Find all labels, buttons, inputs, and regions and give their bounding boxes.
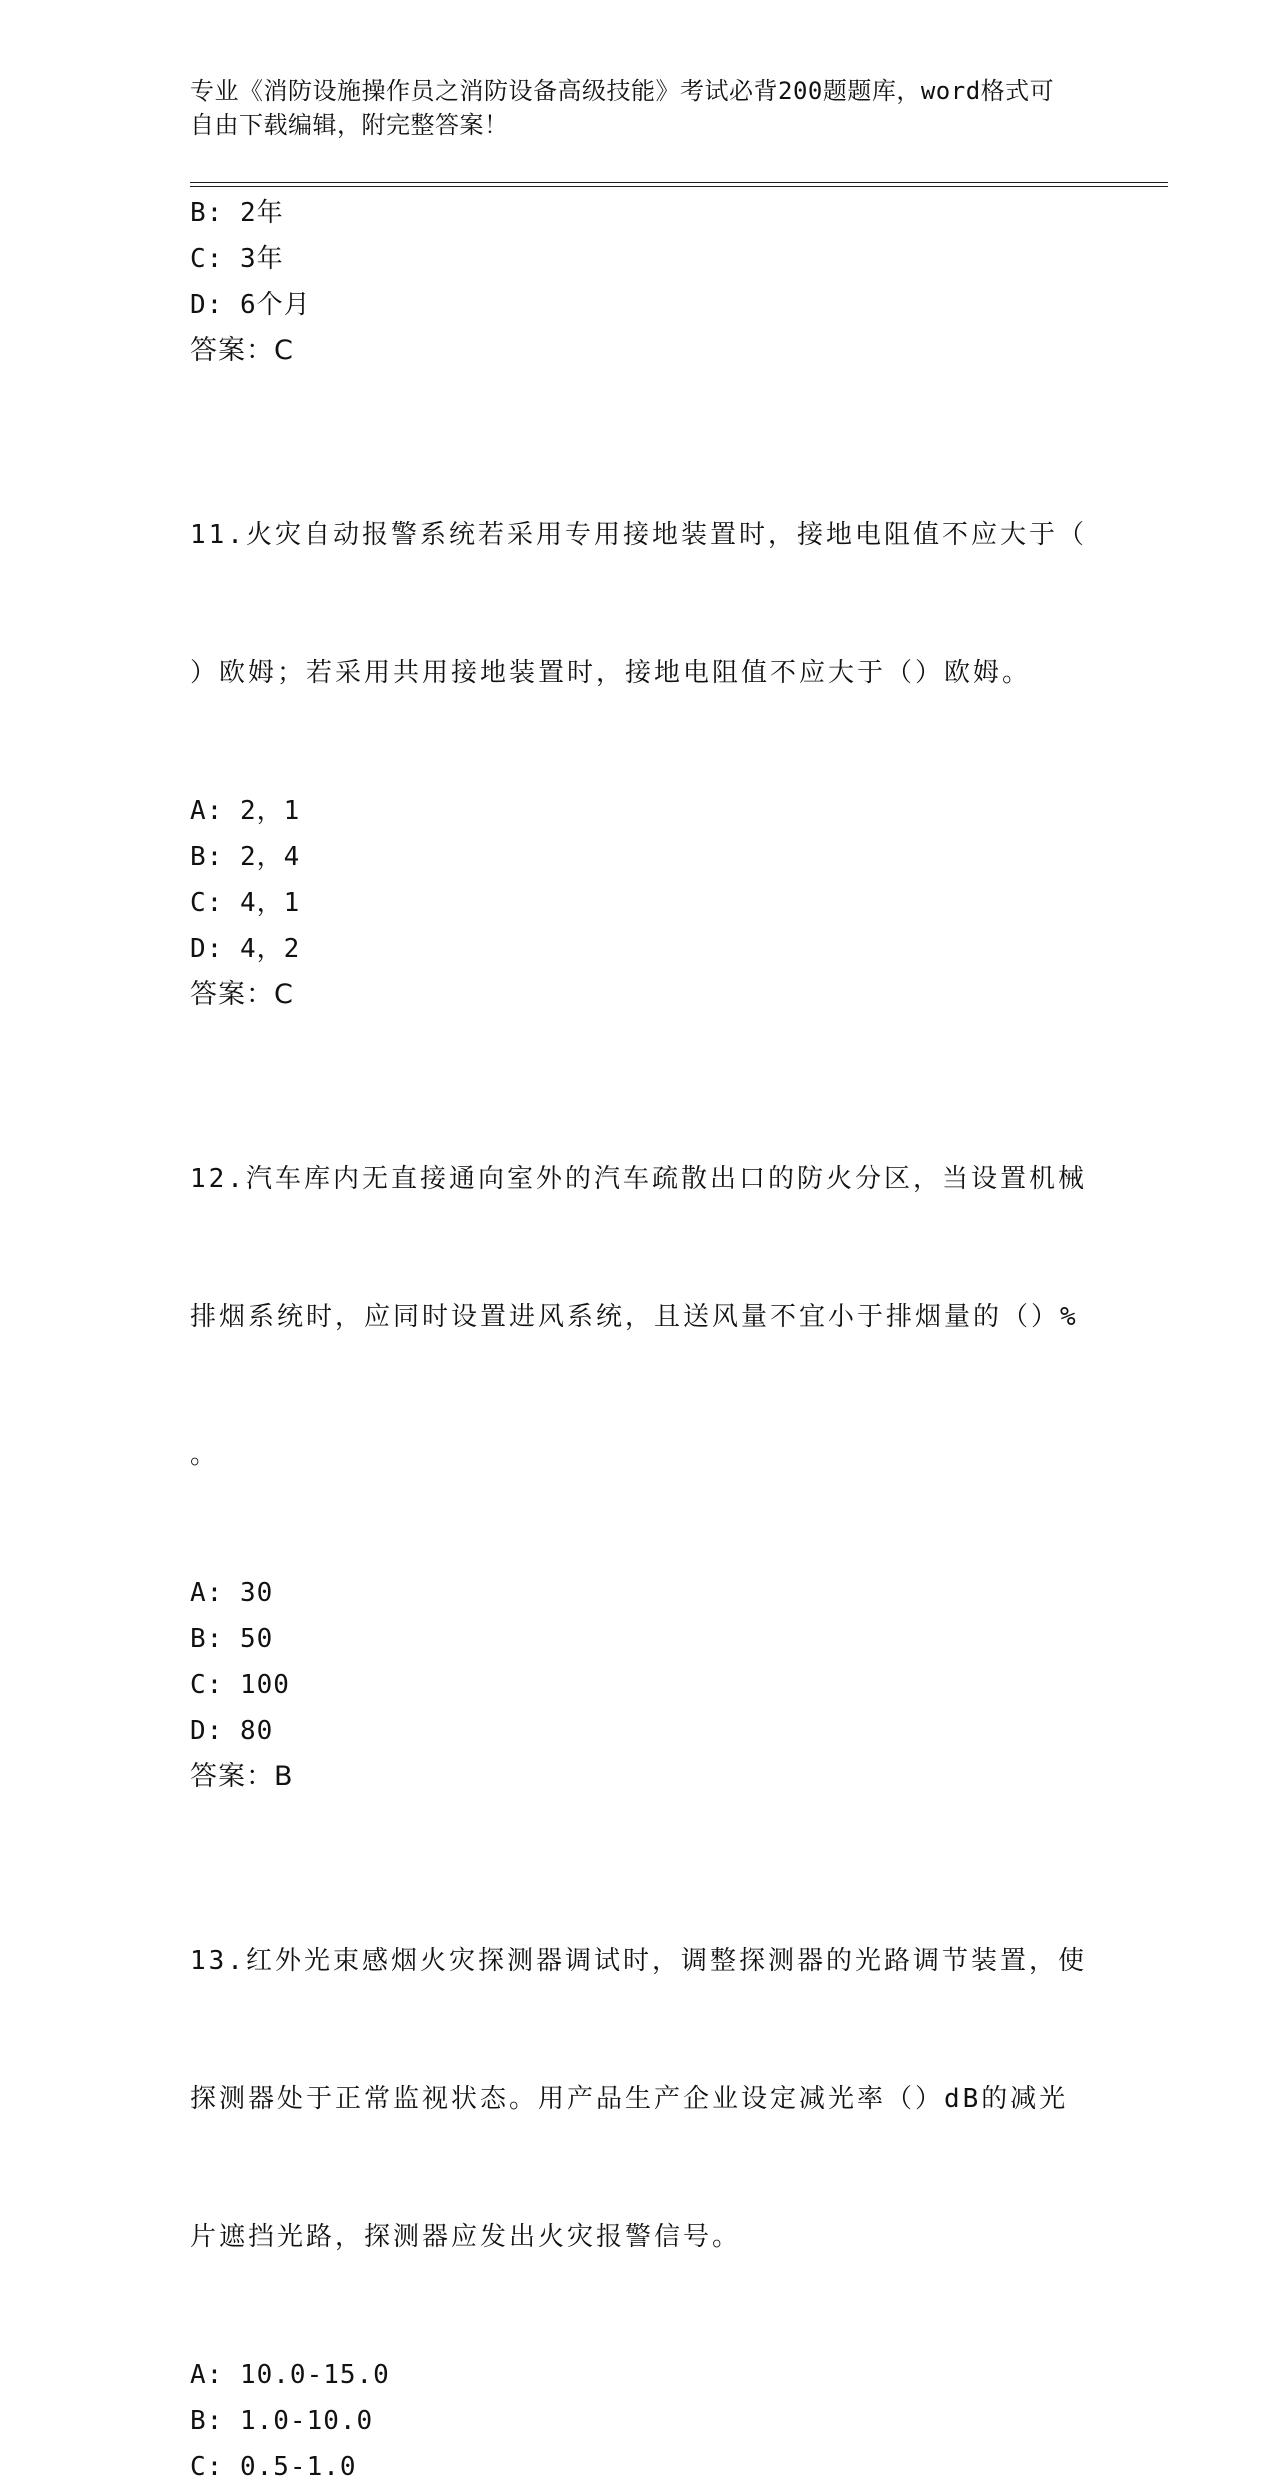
option-d: D: 4，2 [190,934,301,964]
option-a: A: 2，1 [190,796,301,826]
answer-line: 答案：C [190,335,294,366]
option-b: B: 2，4 [190,842,301,872]
header-title-line-1: 专业《消防设施操作员之消防设备高级技能》考试必背200题题库，word格式可 [190,77,1055,105]
option-c: C: 4，1 [190,888,301,918]
option-c: C: 100 [190,1670,290,1700]
question-text-line: ）欧姆；若采用共用接地装置时，接地电阻值不应大于（）欧姆。 [190,658,1032,688]
question-11 [190,420,1090,1018]
option-a: A: 10.0-15.0 [190,2360,390,2390]
option-c: C: 3年 [190,244,284,274]
page-header [190,74,1090,142]
option-c: C: 0.5-1.0 [190,2452,357,2482]
option-b: B: 1.0-10.0 [190,2406,374,2436]
question-content [190,190,1090,2490]
answer-line: 答案：B [190,1761,294,1792]
question-text-line: 片遮挡光路，探测器应发出火灾报警信号。 [190,2222,742,2252]
previous-question [190,190,1090,374]
option-b: B: 50 [190,1624,274,1654]
question-text [190,1064,1090,1570]
question-text-line: 探测器处于正常监视状态。用产品生产企业设定减光率（）dB的减光 [190,2084,1069,2114]
question-text-line: 13.红外光束感烟火灾探测器调试时，调整探测器的光路调节装置，使 [190,1946,1087,1976]
question-text-line: 12.汽车库内无直接通向室外的汽车疏散出口的防火分区，当设置机械 [190,1164,1087,1194]
question-13 [190,1846,1090,2490]
option-d: D: 80 [190,1716,274,1746]
question-text [190,420,1090,788]
header-title-line-2: 自由下载编辑，附完整答案！ [190,111,509,139]
header-divider-second [190,186,1168,187]
question-text-line: 11.火灾自动报警系统若采用专用接地装置时，接地电阻值不应大于（ [190,520,1087,550]
option-a: A: 30 [190,1578,274,1608]
question-12 [190,1064,1090,1800]
option-d: D: 6个月 [190,290,311,320]
header-divider [190,182,1168,183]
question-text [190,1846,1090,2352]
question-text-line: 。 [190,1440,220,1470]
question-text-line: 排烟系统时，应同时设置进风系统，且送风量不宜小于排烟量的（）% [190,1302,1079,1332]
answer-line: 答案：C [190,979,294,1010]
option-b: B: 2年 [190,198,284,228]
